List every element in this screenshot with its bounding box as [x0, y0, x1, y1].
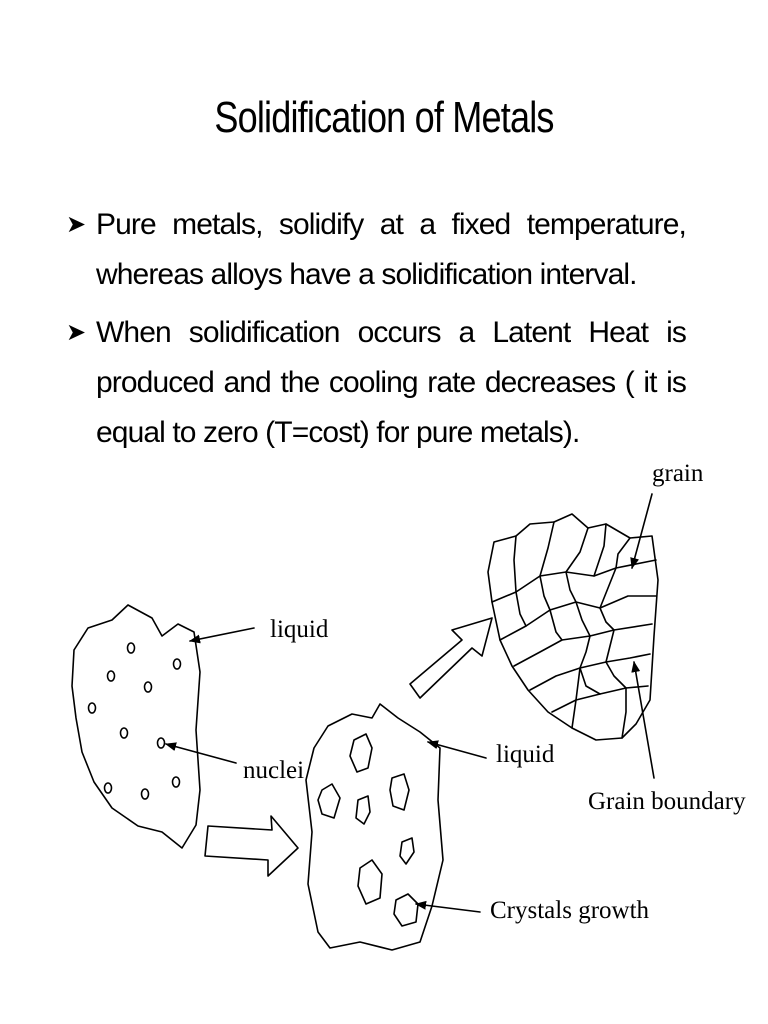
process-arrow-2 — [410, 618, 492, 698]
label-grain: grain — [652, 460, 704, 487]
grain-structure — [488, 514, 658, 740]
bullet-item — [66, 200, 686, 300]
nuclei-dots — [89, 643, 181, 799]
chevron-right-icon: ➤ — [66, 319, 87, 346]
slide-title: Solidification of Metals — [214, 93, 554, 142]
label-nuclei: nuclei — [243, 757, 305, 784]
chevron-right-icon: ➤ — [66, 211, 87, 238]
label-liquid-2: liquid — [496, 741, 555, 768]
nuclei-pointer — [166, 744, 236, 763]
grain-boundaries — [492, 522, 656, 738]
crystal-shapes — [318, 734, 418, 926]
liquid-1-pointer — [190, 628, 254, 641]
bullet-text: Pure metals, solidify at a fixed temperature, whereas alloys have a solidification interval. — [96, 208, 686, 291]
crystals-growth-pointer — [416, 904, 480, 912]
liquid-blob-stage-1 — [72, 605, 200, 848]
label-liquid-1: liquid — [270, 616, 329, 643]
process-arrow-1 — [205, 816, 298, 876]
bullet-list — [66, 200, 686, 466]
label-crystals-growth: Crystals growth — [490, 897, 650, 924]
grain-pointer — [632, 494, 652, 568]
liquid-blob-stage-2 — [306, 704, 443, 950]
label-grain-boundary: Grain boundary — [588, 788, 746, 815]
bullet-item — [66, 308, 686, 458]
bullet-text: When solidification occurs a Latent Heat is produced and the cooling rate decreases ( it is equal to zero (T=cost) for pure metals). — [96, 316, 686, 449]
liquid-2-pointer — [428, 742, 486, 758]
solidification-diagram — [0, 440, 768, 1024]
